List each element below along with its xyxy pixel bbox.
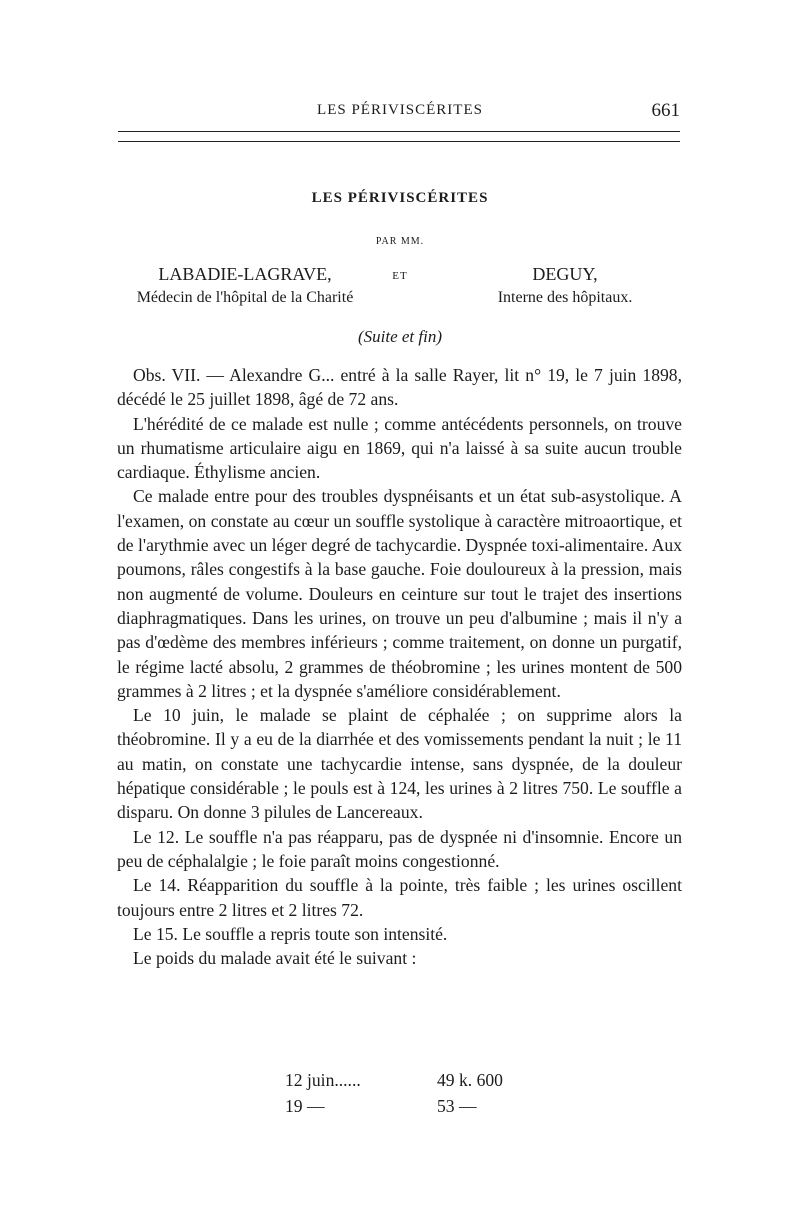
paragraph-admission: Ce malade entre pour des troubles dyspnéisants et un état sub-asystolique. A l'examen, on constate au cœur un souffle systolique à caractère mitroaortique, et de l'arythmie avec un léger degré de tachycardie. Dyspnée toxi-alimentaire. Aux poumons, râles congestifs à la base gauche. Foie douloureux à la pression, mais non augmenté de volume. Douleurs en ceinture sur tout le trajet des insertions diaphragmatiques. Dans les urines, on trouve un peu d'albumine ; mais il n'y a pas d'œdème des membres inférieurs ; comme traitement, on donne un purgatif, le régime lacté absolu, 2 grammes de théobromine ; les urines montent de 500 grammes à 2 litres ; et la dyspnée s'améliore considérablement. <box>117 486 682 701</box>
weight-table <box>0 1068 800 1128</box>
running-head <box>0 100 800 124</box>
header-rule-bottom <box>118 141 680 142</box>
running-title: LES PÉRIVISCÉRITES <box>317 102 483 118</box>
continuation-note: (Suite et fin) <box>357 327 443 346</box>
author-left-name: LABADIE-LAGRAVE, <box>158 264 332 284</box>
weight-date: 12 juin...... <box>285 1070 361 1090</box>
author-left-role: Médecin de l'hôpital de la Charité <box>136 289 354 306</box>
author-right-role: Interne des hôpitaux. <box>497 289 633 306</box>
header-rule-top <box>118 131 680 132</box>
weight-row <box>0 1068 800 1092</box>
author-conjunction: ET <box>392 270 408 282</box>
paragraph-june-14: Le 14. Réapparition du souffle à la pointe, très faible ; les urines oscillent toujours entre 2 litres et 2 litres 72. <box>117 875 682 920</box>
weight-value: 53 — <box>437 1096 477 1116</box>
byline: PAR MM. <box>375 236 425 247</box>
paragraph-june-10: Le 10 juin, le malade se plaint de céphalée ; on supprime alors la théobromine. Il y a eu de la diarrhée et des vomissements pendant la nuit ; le 11 au matin, on constate une tachycardie intense, sans dyspnée, de la douleur hépatique considérable ; le pouls est à 124, les urines à 2 litres 750. Le souffle a disparu. On donne 3 pilules de Lancereaux. <box>117 705 682 823</box>
paragraph-weight-intro: Le poids du malade avait été le suivant : <box>133 948 417 969</box>
weight-value: 49 k. 600 <box>437 1070 503 1090</box>
weight-date: 19 — <box>285 1096 325 1116</box>
page-number: 661 <box>651 100 680 121</box>
weight-row <box>0 1094 800 1118</box>
paragraph-june-15: Le 15. Le souffle a repris toute son intensité. <box>133 923 448 944</box>
article-body <box>117 363 682 970</box>
author-right-name: DEGUY, <box>532 264 598 284</box>
paragraph-heredity: L'hérédité de ce malade est nulle ; comme antécédents personnels, on trouve un rhumatisme articulaire aigu en 1869, qui n'a laissé à sa suite aucun trouble cardiaque. Éthylisme ancien. <box>117 413 682 483</box>
paragraph-observation: Obs. VII. — Alexandre G... entré à la salle Rayer, lit n° 19, le 7 juin 1898, décédé le 25 juillet 1898, âgé de 72 ans. <box>117 365 682 410</box>
paragraph-june-12: Le 12. Le souffle n'a pas réapparu, pas de dyspnée ni d'insomnie. Encore un peu de céphalalgie ; le foie paraît moins congestionné. <box>117 826 682 871</box>
article-title: LES PÉRIVISCÉRITES <box>311 190 489 206</box>
